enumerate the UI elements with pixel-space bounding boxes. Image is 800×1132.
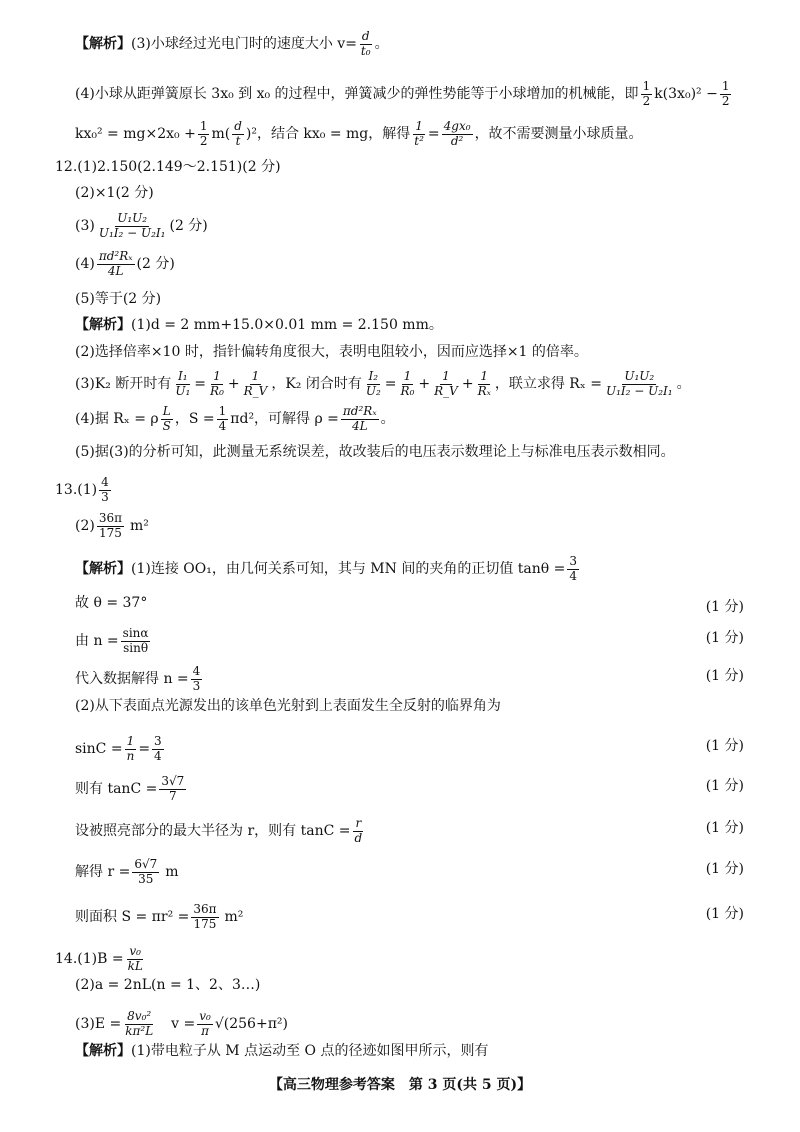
fraction: $\frac{1}{4}$ [218,404,227,433]
fraction: $\frac{\text{v₀}}{\pi}$ [199,1009,211,1038]
fraction: $\frac{L}{S}$ [162,404,171,433]
q13-step-8: 设被照亮部分的最大半径为 r，则有 tanC = $\frac{r}{d}$ [75,816,363,845]
fraction: $\frac{1}{\text{Rₓ}}$ [477,369,491,398]
fraction: $\frac{\text{I₁}}{\text{U₁}}$ [175,369,191,398]
score: (1 分) [705,599,744,615]
q13-step-1: 【解析】 (1)连接 OO₁，由几何关系可知，其与 MN 间的夹角的正切值 tanθ = $\frac{3}{4}$ [75,554,578,583]
q13-answer-1: 13.(1) $\frac{4}{3}$ [55,475,109,504]
fraction: $\frac{r}{d}$ [354,816,363,845]
score: (1 分) [705,820,744,836]
fraction: $\frac{3√7}{7}$ [161,774,185,803]
q14-answer-2: (2)a = 2nL(n = 1、2、3…) [75,977,261,993]
fraction: $\frac{1}{R\_V}$ [243,369,268,398]
q12-answer-5: (5)等于(2 分) [75,291,162,307]
fraction: $\frac{\text{4gx₀}}{\text{d²}}$ [443,119,471,148]
q12-explain-2: (2)选择倍率×10 时，指针偏转角度很大，表明电阻较小，因而应选择×1 的倍率。 [75,344,588,360]
fraction: $\frac{36\pi}{175}$ [193,902,217,931]
fraction: $\frac{36\pi}{175}$ [98,511,122,540]
fraction: $\frac{1}{R\_V}$ [434,369,458,398]
q13-step-5: (2)从下表面点光源发出的该单色光射到上表面发生全反射的临界角为 [75,698,501,714]
q11-line5 [75,120,643,149]
fraction: $\frac{1}{2}$ [721,79,730,108]
score: (1 分) [705,630,744,646]
q12-answer-3: (3) $\frac{\text{U₁U₂}}{\text{U₁I₂ − U₂I₁}}$ (2 分) [75,211,208,240]
q13-answer-2: (2) $\frac{36\pi}{175}$ m² [75,511,149,540]
page-footer: 【高三物理参考答案 第 3 页(共 5 页)】 [268,1077,532,1093]
text: kx₀² = mg×2x₀ + [75,126,196,143]
text: ，故不需要测量小球质量。 [474,126,643,143]
fraction: $\frac{1}{n}$ [126,734,135,763]
fraction: $\frac{6√7}{35}$ [134,857,158,886]
fraction: $\frac{4}{3}$ [101,475,109,504]
q12-explain-1: 【解析】 (1)d = 2 mm+15.0×0.01 mm = 2.150 mm。 [75,317,443,333]
score: (1 分) [705,778,744,794]
fraction: $\frac{\text{πd²Rₓ}}{4L}$ [342,404,377,433]
score: (1 分) [705,906,744,922]
fraction: $\frac{1}{2}$ [642,79,651,108]
fraction: $\frac{\text{πd²Rₓ}}{4L}$ [98,249,133,278]
fraction: $\frac{d}{\text{t₀}}$ [360,29,371,58]
q13-step-9: 解得 r = $\frac{6√7}{35}$ m [75,857,179,886]
text: )²，结合 kx₀ = mg，解得 [245,126,411,143]
analysis-tag: 【解析】 [75,36,131,53]
q13-step-4: 代入数据解得 n = $\frac{4}{3}$ [75,664,201,693]
fraction: $\frac{\text{U₁U₂}}{\text{U₁I₂ − U₂I₁}}$ [98,211,166,240]
fraction: $\frac{3}{4}$ [154,734,162,763]
q14-explain-1: 【解析】 (1)带电粒子从 M 点运动至 O 点的径迹如图甲所示，则有 [75,1043,489,1059]
q13-step-7: 则有 tanC = $\frac{3√7}{7}$ [75,774,185,803]
q14-answer-1: 14.(1)B = $\frac{\text{v₀}}{kL}$ [55,944,143,973]
q12-explain-4: (4)据 Rₓ = ρ $\frac{L}{S}$ ，S = $\frac{1}{4}$ πd²，可解得 ρ = $\frac{\text{πd²Rₓ}}{4L}$ 。 [75,404,395,433]
q12-answer-4: (4) $\frac{\text{πd²Rₓ}}{4L}$ (2 分) [75,249,175,278]
q12-answer-1: 12.(1)2.150(2.149～2.151)(2 分) [55,159,281,175]
q13-step-6: sinC = $\frac{1}{n}$ = $\frac{3}{4}$ [75,734,162,763]
q12-explain-5: (5)据(3)的分析可知，此测量无系统误差，故改装后的电压表示数理论上与标准电压表示数相同。 [75,444,675,460]
fraction: $\frac{1}{\text{R₀}}$ [210,369,224,398]
q12-explain-3: (3)K₂ 断开时有 $\frac{\text{I₁}}{\text{U₁}}$ = $\frac{1}{\text{R₀}}$ + $\frac{1}{R\_V}$ ，K₂ 闭合时有 $\frac{\text{I₂}}{\text{U₂}}$ = $\frac{1}{\text{R₀}}$ + $\frac{1}{R\_V}$ + $\frac{1}{\text{Rₓ}}$ ，联立求得 Rₓ = $\frac{\text{U₁U₂}}{\text{U₁I₂ − U₂I₁}}$ 。 [75,369,691,398]
fraction: $\frac{1}{\text{t²}}$ [414,119,424,148]
analysis-tag: 【解析】 [75,317,131,333]
fraction: $\frac{\sin\alpha}{\sin\theta}$ [122,626,149,655]
fraction: $\frac{\text{8v₀²}}{\text{kπ²L}}$ [125,1009,154,1038]
fraction: $\frac{\text{I₂}}{\text{U₂}}$ [365,369,381,398]
q14-answer-3: (3)E = $\frac{\text{8v₀²}}{\text{kπ²L}}$ v = $\frac{\text{v₀}}{\pi}$ √(256+π²) [75,1009,288,1038]
score: (1 分) [705,861,744,877]
analysis-tag: 【解析】 [75,561,131,578]
score: (1 分) [705,738,744,754]
text: = [427,126,440,143]
score: (1 分) [705,668,744,684]
q12-answer-2: (2)×1(2 分) [75,185,154,201]
fraction: $\frac{\text{v₀}}{kL}$ [127,944,143,973]
text: 。 [374,36,389,53]
q13-step-3: 由 n = $\frac{\sin\alpha}{\sin\theta}$ [75,626,149,655]
text: (4)小球从距弹簧原长 3x₀ 到 x₀ 的过程中，弹簧减少的弹性势能等于小球增加的机械能，即 [75,86,639,103]
q11-line4 [75,80,733,109]
q13-step-2: 故 θ = 37° [75,595,148,611]
text: (3)小球经过光电门时的速度大小 v= [131,36,357,53]
text: k(3x₀)² − [654,86,718,103]
fraction: $\frac{1}{\text{R₀}}$ [400,369,415,398]
text: m( [211,126,231,143]
fraction: $\frac{1}{2}$ [199,119,208,148]
q13-step-10: 则面积 S = πr² = $\frac{36\pi}{175}$ m² [75,902,244,931]
fraction: $\frac{4}{3}$ [192,664,201,693]
q11-line3 [75,30,389,59]
fraction: $\frac{d}{t}$ [234,119,242,148]
fraction: $\frac{\text{U₁U₂}}{\text{U₁I₂ − U₂I₁}}$ [605,369,673,398]
fraction: $\frac{3}{4}$ [569,554,578,583]
analysis-tag: 【解析】 [75,1043,131,1059]
